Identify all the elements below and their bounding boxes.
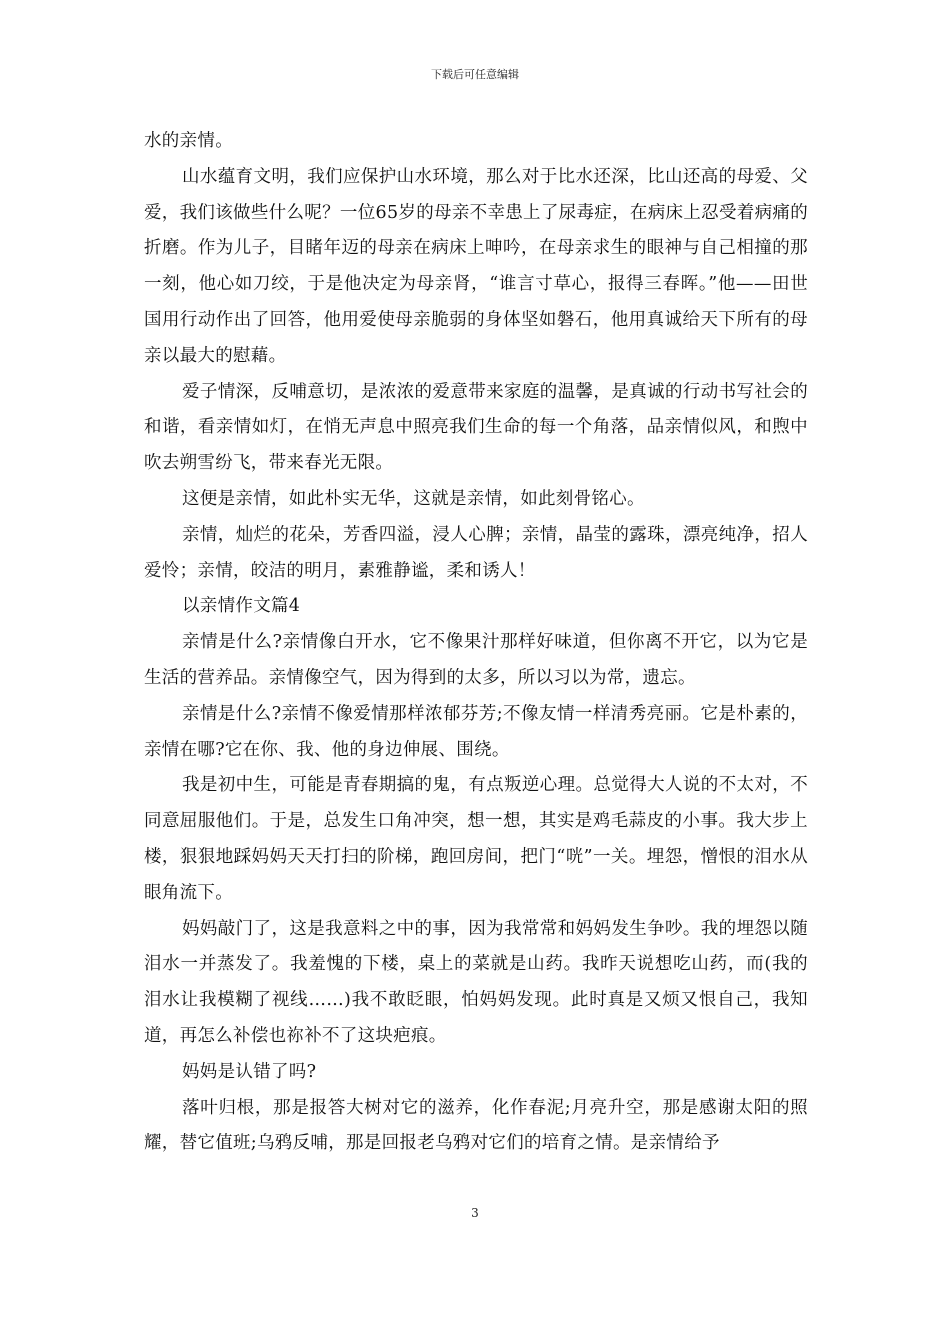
- section-heading: 以亲情作文篇4: [182, 596, 301, 617]
- page-number: 3: [471, 1206, 479, 1220]
- document-body: [144, 124, 808, 1162]
- paragraph: 亲情是什么?亲情不像爱情那样浓郁芬芳;不像友情一样清秀亮丽。它是朴素的，亲情在哪?它在你、我、他的身边伸展、围绕。: [144, 703, 808, 760]
- paragraph: 山水蕴育文明，我们应保护山水环境，那么对于比水还深，比山还高的母爱、父爱，我们该做些什么呢？一位65岁的母亲不幸患上了尿毒症，在病床上忍受着病痛的折磨。作为儿子，目睹年迈的母亲在病床上呻吟，在母亲求生的眼神与自己相撞的那一刻，他心如刀绞，于是他决定为母亲肾，“谁言寸草心，报得三春晖。”他——田世国用行动作出了回答，他用爱使母亲脆弱的身体坚如磐石，他用真诚给天下所有的母亲以最大的慰藉。: [144, 166, 808, 366]
- paragraph: 妈妈敲门了，这是我意料之中的事，因为我常常和妈妈发生争吵。我的埋怨以随泪水一并蒸发了。我羞愧的下楼，桌上的菜就是山药。我昨天说想吃山药，而(我的泪水让我模糊了视线……)我不敢眨眼，怕妈妈发现。此时真是又烦又恨自己，我知道，再怎么补偿也祢补不了这块疤痕。: [144, 918, 808, 1046]
- page-header: 下载后可任意编辑: [431, 68, 519, 81]
- paragraph: 妈妈是认错了吗?: [182, 1061, 317, 1082]
- paragraph: 亲情，灿烂的花朵，芳香四溢，浸人心脾；亲情，晶莹的露珠，漂亮纯净，招人爱怜；亲情，皎洁的明月，素雅静谧，柔和诱人！: [144, 524, 808, 581]
- paragraph: 这便是亲情，如此朴实无华，这就是亲情，如此刻骨铭心。: [182, 488, 645, 509]
- paragraph: 水的亲情。: [144, 131, 233, 151]
- paragraph: 亲情是什么?亲情像白开水，它不像果汁那样好味道，但你离不开它，以为它是生活的营养品。亲情像空气，因为得到的太多，所以习以为常，遗忘。: [144, 632, 808, 688]
- paragraph: 爱子情深，反哺意切，是浓浓的爱意带来家庭的温馨，是真诚的行动书写社会的和谐，看亲情如灯，在悄无声息中照亮我们生命的每一个角落，品亲情似风，和煦中吹去朔雪纷飞，带来春光无限。: [144, 381, 808, 474]
- paragraph: 落叶归根，那是报答大树对它的滋养，化作春泥;月亮升空，那是感谢太阳的照耀，替它值班;乌鸦反哺，那是回报老乌鸦对它们的培育之情。是亲情给予: [144, 1097, 808, 1154]
- paragraph: 我是初中生，可能是青春期搞的鬼，有点叛逆心理。总觉得大人说的不太对，不同意屈服他们。于是，总发生口角冲突，想一想，其实是鸡毛蒜皮的小事。我大步上楼，狠狠地踩妈妈天天打扫的阶梯，跑回房间，把门“咣”一关。埋怨，憎恨的泪水从眼角流下。: [144, 775, 808, 903]
